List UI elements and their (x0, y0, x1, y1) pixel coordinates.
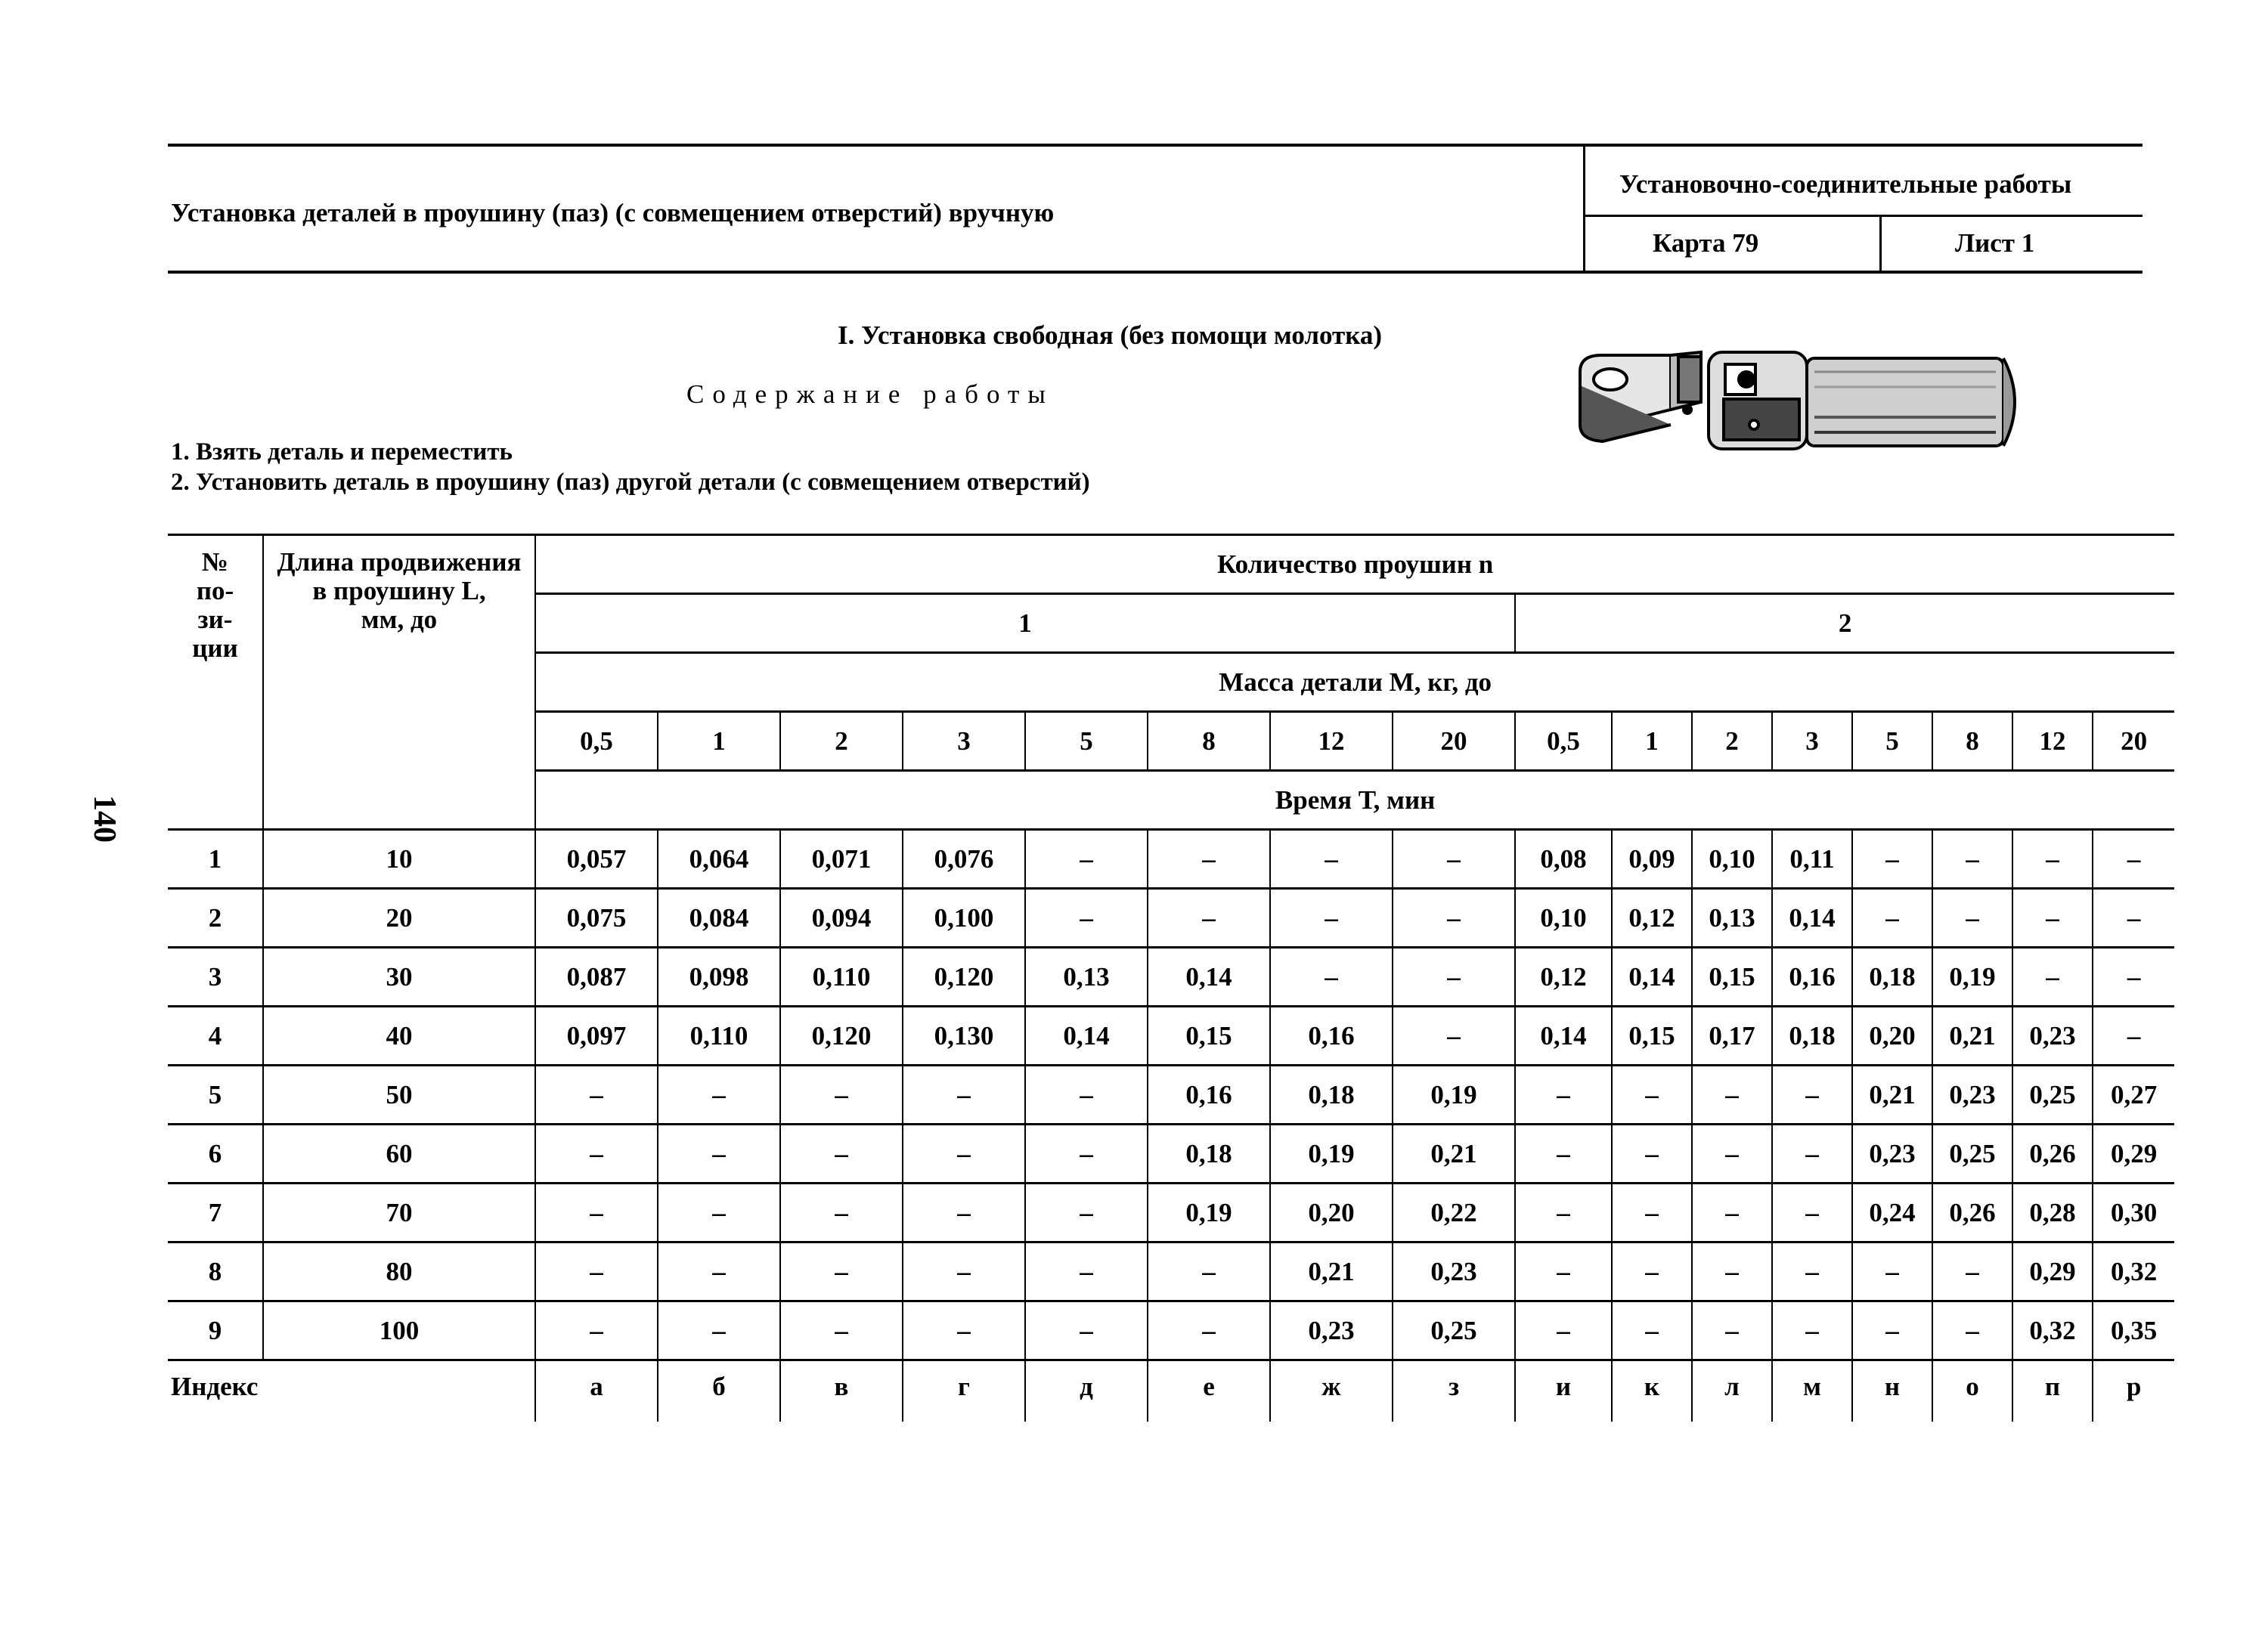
time-value-cell: 0,19 (1932, 948, 2012, 1007)
time-value-cell: 0,15 (1692, 948, 1772, 1007)
time-value-cell: – (780, 1242, 903, 1301)
time-value-cell: 0,120 (903, 948, 1025, 1007)
time-value-cell: 0,13 (1692, 889, 1772, 948)
table-row (168, 889, 2174, 948)
time-value-cell: 0,087 (535, 948, 658, 1007)
time-value-cell: – (1515, 1242, 1612, 1301)
time-value-cell: 0,10 (1692, 830, 1772, 889)
work-type-label: Установочно-соединительные работы (1619, 169, 2072, 199)
length-column-header (263, 535, 535, 830)
time-value-cell: – (1692, 1066, 1772, 1125)
time-value-cell: 0,09 (1612, 830, 1692, 889)
time-value-cell: 0,18 (1148, 1125, 1270, 1184)
fork-part-drawing (1709, 352, 2015, 449)
index-cell: л (1692, 1360, 1772, 1422)
index-cell: е (1148, 1360, 1270, 1422)
time-value-cell: – (535, 1184, 658, 1242)
time-value-cell: 0,25 (1393, 1301, 1515, 1360)
time-value-cell: 0,18 (1852, 948, 1932, 1007)
index-label: Индекс (168, 1360, 535, 1422)
parts-illustration (1565, 342, 2034, 463)
time-value-cell: – (1612, 1125, 1692, 1184)
time-value-cell: 0,35 (2093, 1301, 2174, 1360)
content-heading: Содержание работы (686, 379, 1054, 409)
time-value-cell: – (1025, 830, 1148, 889)
time-value-cell: 0,110 (658, 1007, 780, 1066)
time-value-cell: 0,21 (1852, 1066, 1932, 1125)
time-value-cell: – (780, 1125, 903, 1184)
time-value-cell: 0,10 (1515, 889, 1612, 948)
table-row (168, 1184, 2174, 1242)
time-value-cell: – (2093, 1007, 2174, 1066)
index-cell: а (535, 1360, 658, 1422)
table-row (168, 1125, 2174, 1184)
time-value-cell: 0,30 (2093, 1184, 2174, 1242)
table-header (168, 535, 2174, 830)
time-value-cell: 0,097 (535, 1007, 658, 1066)
time-value-cell: – (903, 1125, 1025, 1184)
table-row (168, 1242, 2174, 1301)
eyelet-group-1-header: 1 (535, 594, 1515, 653)
norm-table (168, 534, 2174, 1422)
time-value-cell: 0,32 (2012, 1301, 2093, 1360)
time-value-cell: 0,20 (1270, 1184, 1393, 1242)
eyelet-group-2-header: 2 (1515, 594, 2174, 653)
time-value-cell: – (2093, 948, 2174, 1007)
length-cell: 40 (263, 1007, 535, 1066)
mass-value-header: 20 (1393, 712, 1515, 771)
work-step: 2. Установить деталь в проушину (паз) другой детали (с совмещением отверстий) (171, 469, 1090, 496)
position-cell: 8 (168, 1242, 263, 1301)
time-value-cell: 0,110 (780, 948, 903, 1007)
length-cell: 20 (263, 889, 535, 948)
time-value-cell: 0,26 (1932, 1184, 2012, 1242)
time-value-cell: 0,25 (2012, 1066, 2093, 1125)
mass-value-header: 0,5 (535, 712, 658, 771)
time-value-cell: 0,18 (1270, 1066, 1393, 1125)
time-value-cell: – (658, 1184, 780, 1242)
length-header-line: мм, до (361, 605, 438, 634)
time-value-cell: 0,29 (2012, 1242, 2093, 1301)
time-value-cell: – (780, 1301, 903, 1360)
eyelet-part-drawing (1580, 352, 1701, 441)
time-value-cell: 0,08 (1515, 830, 1612, 889)
index-cell: д (1025, 1360, 1148, 1422)
time-value-cell: 0,14 (1612, 948, 1692, 1007)
time-value-cell: – (1692, 1301, 1772, 1360)
position-cell: 2 (168, 889, 263, 948)
header-row (168, 535, 2174, 594)
time-value-cell: 0,094 (780, 889, 903, 948)
time-value-cell: 0,084 (658, 889, 780, 948)
mass-value-header: 5 (1025, 712, 1148, 771)
time-value-cell: – (1612, 1242, 1692, 1301)
table-row (168, 1066, 2174, 1125)
time-value-cell: 0,13 (1025, 948, 1148, 1007)
time-value-cell: – (1932, 1301, 2012, 1360)
mass-value-header: 5 (1852, 712, 1932, 771)
time-value-cell: – (1025, 1125, 1148, 1184)
position-cell: 7 (168, 1184, 263, 1242)
time-value-cell: – (1772, 1242, 1852, 1301)
mass-value-header: 8 (1148, 712, 1270, 771)
time-value-cell: – (2012, 830, 2093, 889)
mass-value-header: 20 (2093, 712, 2174, 771)
time-value-cell: – (1393, 830, 1515, 889)
length-cell: 10 (263, 830, 535, 889)
position-cell: 9 (168, 1301, 263, 1360)
position-cell: 4 (168, 1007, 263, 1066)
time-value-cell: – (780, 1066, 903, 1125)
time-value-cell: 0,14 (1515, 1007, 1612, 1066)
length-cell: 80 (263, 1242, 535, 1301)
mass-value-header: 12 (2012, 712, 2093, 771)
index-cell: и (1515, 1360, 1612, 1422)
time-value-cell: – (1852, 1242, 1932, 1301)
time-value-cell: – (535, 1066, 658, 1125)
position-header-line: ции (192, 633, 238, 663)
time-value-cell: – (1270, 889, 1393, 948)
time-value-cell: – (1692, 1125, 1772, 1184)
time-value-cell: – (1148, 889, 1270, 948)
time-value-cell: – (780, 1184, 903, 1242)
length-cell: 30 (263, 948, 535, 1007)
table-row (168, 948, 2174, 1007)
time-value-cell: 0,23 (1393, 1242, 1515, 1301)
time-value-cell: 0,071 (780, 830, 903, 889)
time-value-cell: – (1852, 1301, 1932, 1360)
position-header-line: по- (196, 576, 234, 605)
eyelet-count-header: Количество проушин n (535, 535, 2174, 594)
time-value-cell: – (1612, 1184, 1692, 1242)
section-title: I. Установка свободная (без помощи молотка) (838, 320, 1383, 350)
index-row (168, 1360, 2174, 1422)
length-header-line: в проушину L, (312, 576, 486, 605)
mass-value-header: 2 (1692, 712, 1772, 771)
mass-value-header: 2 (780, 712, 903, 771)
time-value-cell: 0,20 (1852, 1007, 1932, 1066)
time-value-cell: 0,32 (2093, 1242, 2174, 1301)
time-value-cell: – (1852, 830, 1932, 889)
time-value-cell: 0,14 (1025, 1007, 1148, 1066)
time-value-cell: – (1270, 948, 1393, 1007)
time-value-cell: – (658, 1066, 780, 1125)
time-value-cell: – (1393, 1007, 1515, 1066)
mass-value-header: 1 (1612, 712, 1692, 771)
time-value-cell: – (1692, 1184, 1772, 1242)
time-value-cell: – (903, 1184, 1025, 1242)
time-header: Время Т, мин (535, 771, 2174, 830)
time-value-cell: – (1515, 1125, 1612, 1184)
time-value-cell: – (2093, 830, 2174, 889)
time-value-cell: 0,21 (1932, 1007, 2012, 1066)
time-value-cell: – (1772, 1066, 1852, 1125)
time-value-cell: – (1025, 889, 1148, 948)
time-value-cell: 0,27 (2093, 1066, 2174, 1125)
table-row (168, 1007, 2174, 1066)
index-cell: ж (1270, 1360, 1393, 1422)
time-value-cell: – (535, 1125, 658, 1184)
time-value-cell: 0,23 (1270, 1301, 1393, 1360)
index-cell: в (780, 1360, 903, 1422)
time-value-cell: – (903, 1301, 1025, 1360)
time-value-cell: 0,15 (1148, 1007, 1270, 1066)
time-value-cell: – (1772, 1184, 1852, 1242)
time-value-cell: 0,23 (2012, 1007, 2093, 1066)
time-value-cell: 0,17 (1692, 1007, 1772, 1066)
time-value-cell: – (1148, 830, 1270, 889)
time-value-cell: 0,19 (1393, 1066, 1515, 1125)
length-cell: 60 (263, 1125, 535, 1184)
position-header-line: № (201, 547, 229, 577)
time-value-cell: 0,130 (903, 1007, 1025, 1066)
time-value-cell: 0,16 (1148, 1066, 1270, 1125)
mass-header: Масса детали М, кг, до (535, 653, 2174, 712)
time-value-cell: – (1772, 1125, 1852, 1184)
index-cell: б (658, 1360, 780, 1422)
time-value-cell: – (1393, 948, 1515, 1007)
time-value-cell: 0,29 (2093, 1125, 2174, 1184)
time-value-cell: 0,064 (658, 830, 780, 889)
mass-value-header: 3 (1772, 712, 1852, 771)
index-cell: м (1772, 1360, 1852, 1422)
time-value-cell: – (1025, 1066, 1148, 1125)
position-cell: 3 (168, 948, 263, 1007)
time-value-cell: 0,24 (1852, 1184, 1932, 1242)
time-value-cell: 0,11 (1772, 830, 1852, 889)
length-cell: 100 (263, 1301, 535, 1360)
time-value-cell: – (1692, 1242, 1772, 1301)
header-bottom-rule (168, 271, 2143, 274)
time-value-cell: 0,19 (1148, 1184, 1270, 1242)
time-value-cell: – (1932, 830, 2012, 889)
time-value-cell: – (658, 1242, 780, 1301)
time-value-cell: 0,26 (2012, 1125, 2093, 1184)
time-value-cell: – (1148, 1242, 1270, 1301)
index-cell: з (1393, 1360, 1515, 1422)
length-header-line: Длина продвижения (277, 547, 522, 577)
document-title: Установка деталей в проушину (паз) (с совмещением отверстий) вручную (171, 198, 1055, 227)
index-cell: н (1852, 1360, 1932, 1422)
time-value-cell: 0,25 (1932, 1125, 2012, 1184)
time-value-cell: 0,23 (1852, 1125, 1932, 1184)
time-value-cell: 0,23 (1932, 1066, 2012, 1125)
time-value-cell: 0,076 (903, 830, 1025, 889)
time-value-cell: – (658, 1301, 780, 1360)
time-value-cell: 0,18 (1772, 1007, 1852, 1066)
header-top-rule (168, 144, 2143, 147)
table-row (168, 830, 2174, 889)
time-value-cell: – (1393, 889, 1515, 948)
table-body (168, 830, 2174, 1360)
time-value-cell: – (903, 1242, 1025, 1301)
index-cell: п (2012, 1360, 2093, 1422)
mass-value-header: 0,5 (1515, 712, 1612, 771)
time-value-cell: – (903, 1066, 1025, 1125)
time-value-cell: – (1612, 1066, 1692, 1125)
mass-value-header: 3 (903, 712, 1025, 771)
time-value-cell: – (1772, 1301, 1852, 1360)
time-value-cell: – (1025, 1242, 1148, 1301)
time-value-cell: – (2012, 948, 2093, 1007)
time-value-cell: 0,100 (903, 889, 1025, 948)
work-step: 1. Взять деталь и переместить (171, 438, 513, 466)
time-value-cell: – (1515, 1066, 1612, 1125)
position-cell: 5 (168, 1066, 263, 1125)
time-value-cell: 0,16 (1270, 1007, 1393, 1066)
time-value-cell: 0,22 (1393, 1184, 1515, 1242)
time-value-cell: – (1612, 1301, 1692, 1360)
mass-value-header: 12 (1270, 712, 1393, 771)
position-header-line: зи- (197, 605, 233, 634)
time-value-cell: – (1852, 889, 1932, 948)
header-card-divider (1879, 215, 1882, 274)
index-cell: г (903, 1360, 1025, 1422)
time-value-cell: – (1932, 889, 2012, 948)
sheet-number: Лист 1 (1955, 228, 2035, 258)
time-value-cell: 0,14 (1772, 889, 1852, 948)
time-value-cell: – (1515, 1184, 1612, 1242)
time-value-cell: 0,057 (535, 830, 658, 889)
time-value-cell: – (1025, 1184, 1148, 1242)
time-value-cell: – (658, 1125, 780, 1184)
index-cell: о (1932, 1360, 2012, 1422)
header-mid-rule (1583, 215, 2143, 217)
time-value-cell: 0,15 (1612, 1007, 1692, 1066)
index-cell: р (2093, 1360, 2174, 1422)
time-value-cell: – (1270, 830, 1393, 889)
time-value-cell: 0,14 (1148, 948, 1270, 1007)
time-value-cell: – (2012, 889, 2093, 948)
time-value-cell: 0,21 (1393, 1125, 1515, 1184)
time-value-cell: – (535, 1242, 658, 1301)
header-vertical-divider (1583, 144, 1585, 274)
mass-value-header: 8 (1932, 712, 2012, 771)
time-value-cell: 0,21 (1270, 1242, 1393, 1301)
time-value-cell: 0,12 (1515, 948, 1612, 1007)
position-cell: 6 (168, 1125, 263, 1184)
time-value-cell: – (1025, 1301, 1148, 1360)
position-column-header (168, 535, 263, 830)
time-value-cell: 0,19 (1270, 1125, 1393, 1184)
time-value-cell: – (1515, 1301, 1612, 1360)
page-number: 140 (87, 795, 122, 843)
time-value-cell: 0,28 (2012, 1184, 2093, 1242)
time-value-cell: 0,120 (780, 1007, 903, 1066)
table-row (168, 1301, 2174, 1360)
time-value-cell: 0,075 (535, 889, 658, 948)
time-value-cell: – (535, 1301, 658, 1360)
position-cell: 1 (168, 830, 263, 889)
time-value-cell: 0,16 (1772, 948, 1852, 1007)
card-number: Карта 79 (1653, 228, 1759, 258)
time-value-cell: 0,098 (658, 948, 780, 1007)
time-value-cell: – (2093, 889, 2174, 948)
mass-value-header: 1 (658, 712, 780, 771)
index-cell: к (1612, 1360, 1692, 1422)
length-cell: 50 (263, 1066, 535, 1125)
time-value-cell: 0,12 (1612, 889, 1692, 948)
time-value-cell: – (1932, 1242, 2012, 1301)
time-value-cell: – (1148, 1301, 1270, 1360)
length-cell: 70 (263, 1184, 535, 1242)
